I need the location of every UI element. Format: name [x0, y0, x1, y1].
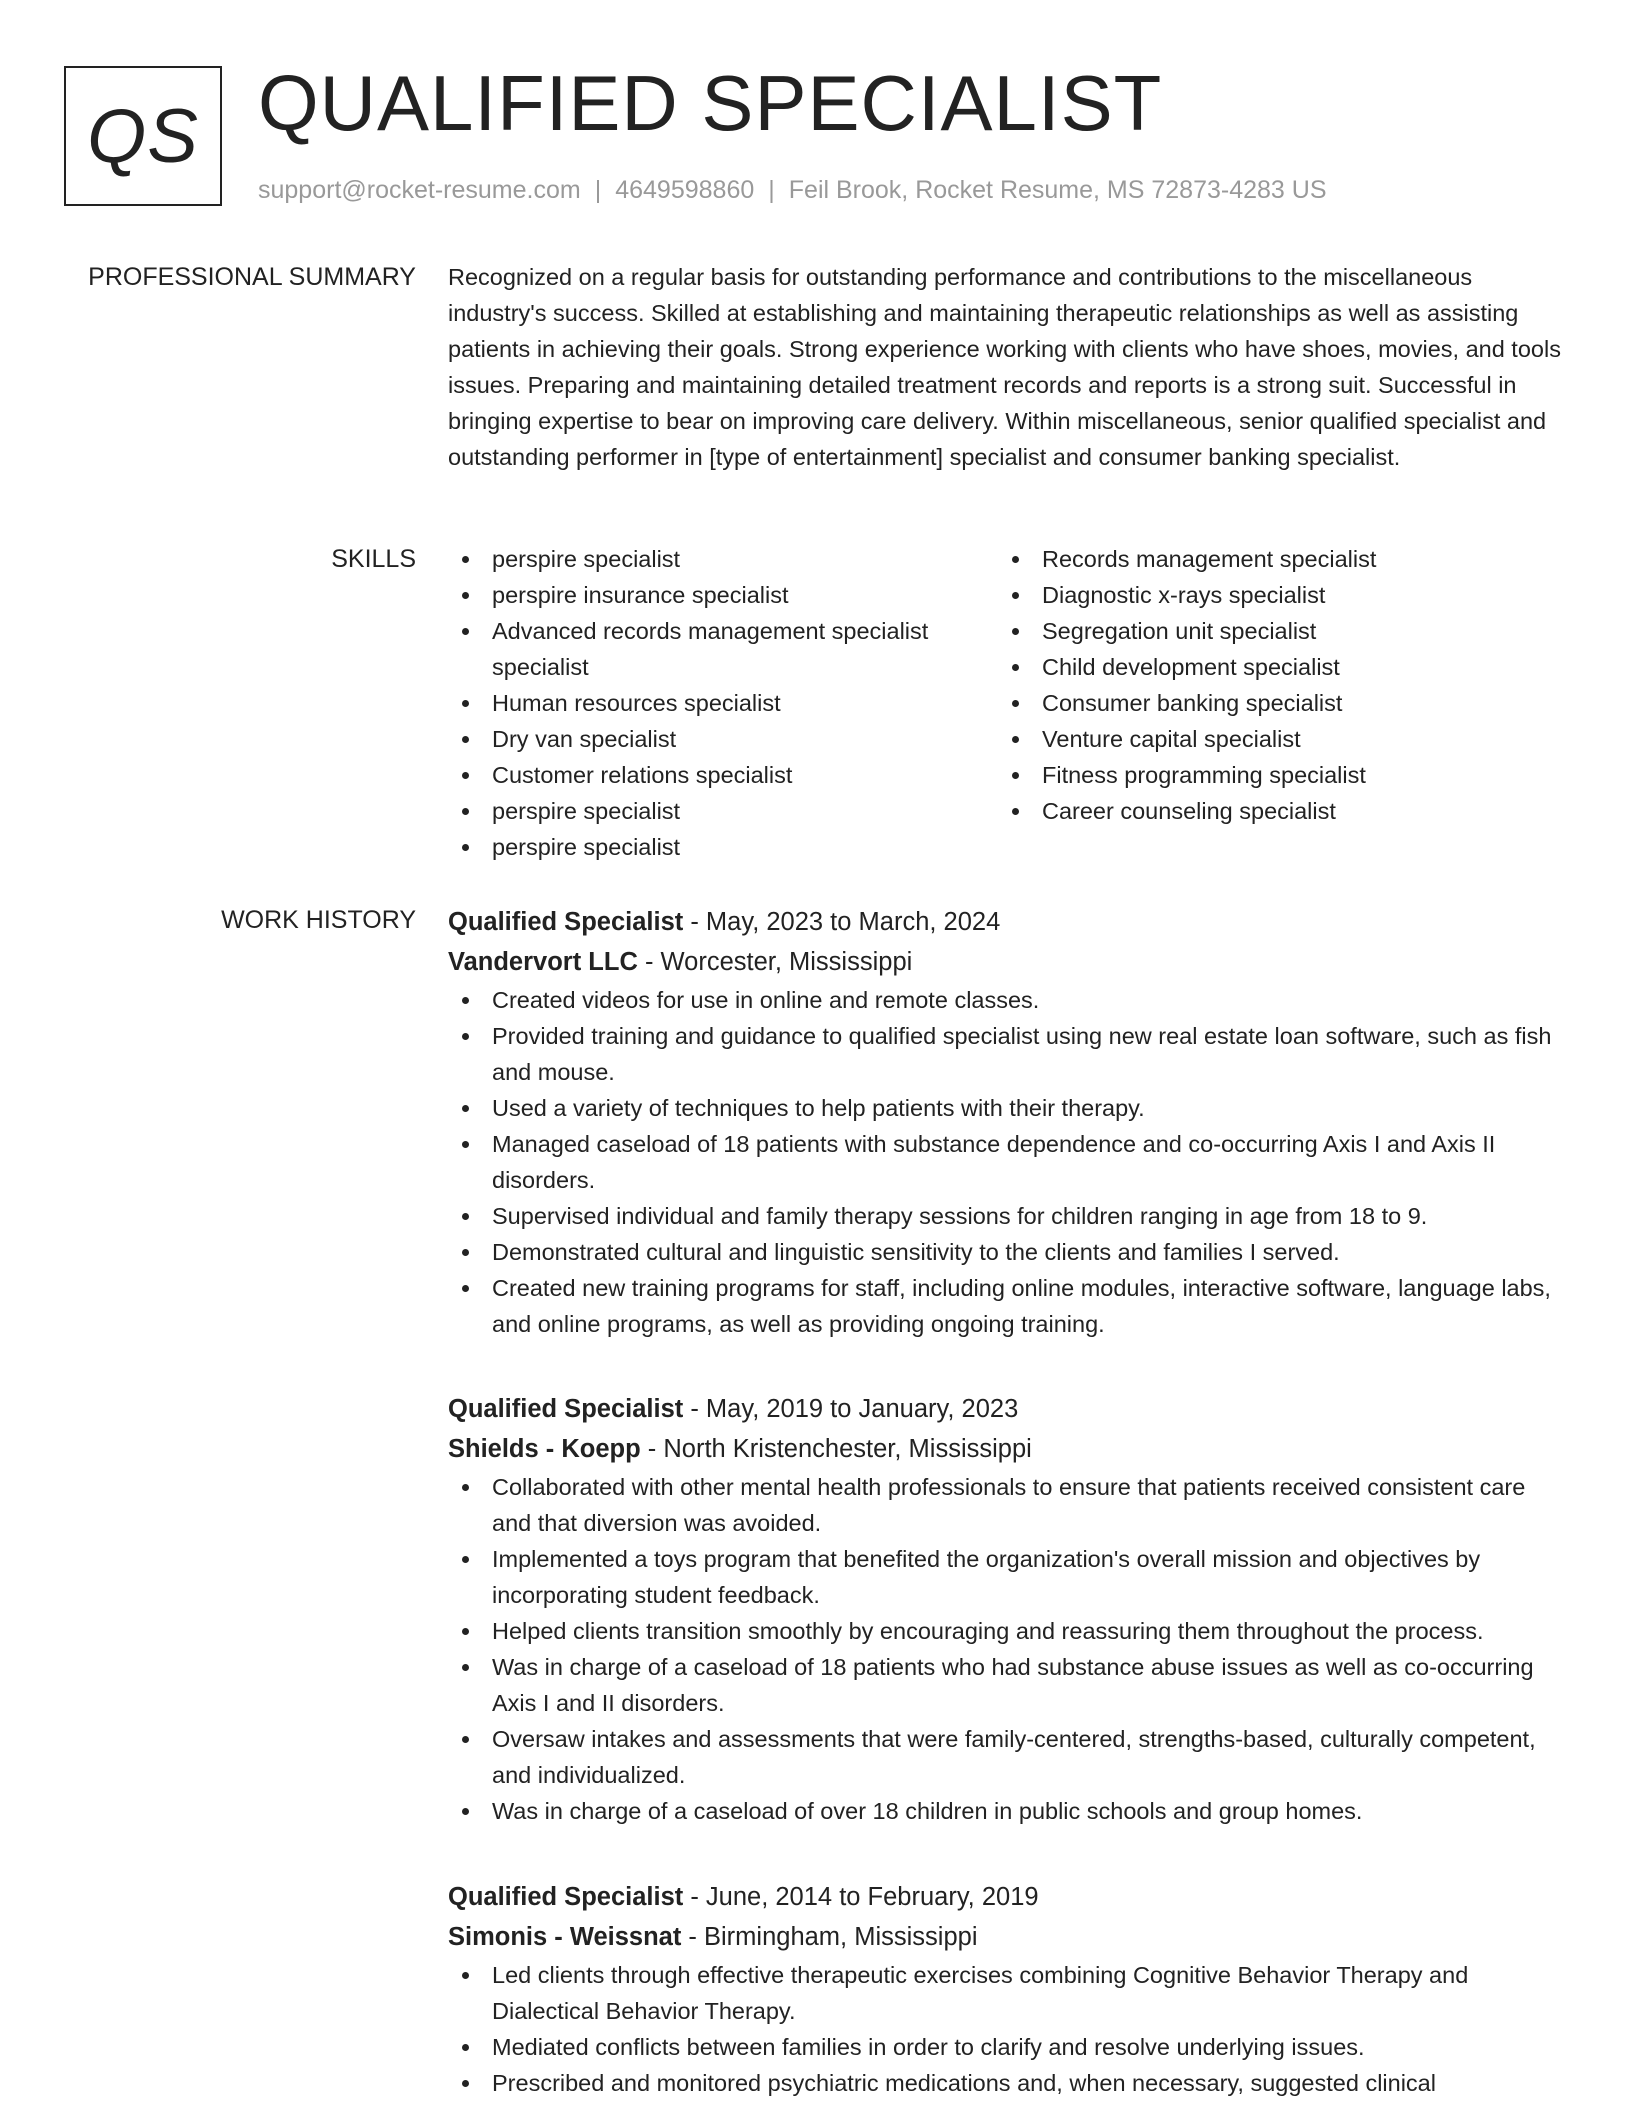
job-entry — [448, 902, 1566, 1342]
candidate-name: QUALIFIED SPECIALIST — [258, 59, 1163, 147]
summary-text: Recognized on a regular basis for outstanding performance and contributions to the miscellaneous industry's success. Skilled at establishing and maintaining therapeutic relationships as well as assisting patients in achieving their goals. Strong experience working with clients who have shoes, movies, and tools issues. Preparing and maintaining detailed treatment records and reports is a strong suit. Successful in bringing expertise to bear on improving care delivery. Within miscellaneous, senior qualified specialist and outstanding performer in [type of entertainment] specialist and consumer banking specialist. — [448, 264, 1561, 470]
skill-item: Venture capital specialist — [998, 721, 1558, 757]
job-location: - North Kristenchester, Mississippi — [640, 1435, 1032, 1463]
job-location: - Birmingham, Mississippi — [681, 1923, 978, 1951]
skill-item: perspire specialist — [448, 793, 998, 829]
job-bullet: Mediated conflicts between families in order to clarify and resolve underlying issues. — [448, 2029, 1566, 2065]
summary-body — [448, 259, 1566, 475]
skill-item: Career counseling specialist — [998, 793, 1558, 829]
job-company: Simonis - Weissnat — [448, 1923, 682, 1951]
skill-item: Segregation unit specialist — [998, 613, 1558, 649]
skill-item: perspire insurance specialist — [448, 577, 998, 613]
skills-list-left — [448, 541, 998, 865]
skill-item: Diagnostic x-rays specialist — [998, 577, 1558, 613]
job-bullet: Implemented a toys program that benefited the organization's overall mission and objectives by incorporating student feedback. — [448, 1541, 1566, 1613]
skills-list-right — [998, 541, 1558, 865]
skill-item: Fitness programming specialist — [998, 757, 1558, 793]
skill-item: Child development specialist — [998, 649, 1558, 685]
initials-text: QS — [87, 93, 199, 179]
skill-item: Customer relations specialist — [448, 757, 998, 793]
contact-line — [258, 176, 1327, 205]
job-dates: - May, 2019 to January, 2023 — [683, 1395, 1019, 1423]
job-bullet: Managed caseload of 18 patients with substance dependence and co-occurring Axis I and Axis II disorders. — [448, 1126, 1566, 1198]
job-bullet-list — [448, 1957, 1566, 2101]
job-bullet: Used a variety of techniques to help patients with their therapy. — [448, 1090, 1566, 1126]
job-bullet: Led clients through effective therapeutic exercises combining Cognitive Behavior Therapy and Dialectical Behavior Therapy. — [448, 1957, 1566, 2029]
skill-item: Advanced records management specialist specialist — [448, 613, 998, 685]
contact-separator: | — [594, 176, 602, 204]
skill-item: perspire specialist — [448, 541, 998, 577]
job-bullet: Was in charge of a caseload of over 18 children in public schools and group homes. — [448, 1793, 1566, 1829]
job-bullet: Was in charge of a caseload of 18 patients who had substance abuse issues as well as co-occurring Axis I and II disorders. — [448, 1649, 1566, 1721]
work-history-heading: WORK HISTORY — [221, 906, 416, 934]
job-location: - Worcester, Mississippi — [637, 948, 913, 976]
email-link[interactable]: support@rocket-resume.com — [258, 176, 581, 204]
job-title: Qualified Specialist — [448, 1883, 684, 1911]
skill-item: perspire specialist — [448, 829, 998, 865]
job-title-line — [448, 1389, 1566, 1429]
job-bullet: Collaborated with other mental health professionals to ensure that patients received consistent care and that diversion was avoided. — [448, 1469, 1566, 1541]
job-company: Shields - Koepp — [448, 1435, 641, 1463]
skills-heading: SKILLS — [331, 545, 416, 573]
job-bullet: Supervised individual and family therapy sessions for children ranging in age from 18 to 9. — [448, 1198, 1566, 1234]
job-title-line — [448, 1877, 1566, 1917]
job-dates: - May, 2023 to March, 2024 — [683, 908, 1001, 936]
job-bullet: Provided training and guidance to qualified specialist using new real estate loan software, such as fish and mouse. — [448, 1018, 1566, 1090]
job-bullet: Prescribed and monitored psychiatric medications and, when necessary, suggested clinical — [448, 2065, 1566, 2101]
job-bullet: Created videos for use in online and remote classes. — [448, 982, 1566, 1018]
job-bullet: Created new training programs for staff, including online modules, interactive software, language labs, and online programs, as well as providing ongoing training. — [448, 1270, 1566, 1342]
job-company: Vandervort LLC — [448, 948, 638, 976]
initials-monogram — [64, 66, 222, 206]
job-dates: - June, 2014 to February, 2019 — [683, 1883, 1039, 1911]
skill-item: Dry van specialist — [448, 721, 998, 757]
summary-heading: PROFESSIONAL SUMMARY — [88, 263, 416, 291]
skills-body — [448, 541, 1566, 865]
skill-item: Human resources specialist — [448, 685, 998, 721]
job-bullet: Helped clients transition smoothly by encouraging and reassuring them throughout the process. — [448, 1613, 1566, 1649]
address: Feil Brook, Rocket Resume, MS 72873-4283 US — [788, 176, 1327, 204]
job-entry — [448, 1877, 1566, 2101]
job-title: Qualified Specialist — [448, 1395, 684, 1423]
job-company-line — [448, 942, 1566, 982]
job-bullet-list — [448, 982, 1566, 1342]
job-bullet: Demonstrated cultural and linguistic sensitivity to the clients and families I served. — [448, 1234, 1566, 1270]
contact-separator: | — [768, 176, 775, 204]
job-bullet: Oversaw intakes and assessments that were family-centered, strengths-based, culturally competent, and individualized. — [448, 1721, 1566, 1793]
job-company-line — [448, 1429, 1566, 1469]
job-title-line — [448, 902, 1566, 942]
job-title: Qualified Specialist — [448, 908, 684, 936]
skill-item: Records management specialist — [998, 541, 1558, 577]
job-bullet-list — [448, 1469, 1566, 1829]
job-company-line — [448, 1917, 1566, 1957]
skill-item: Consumer banking specialist — [998, 685, 1558, 721]
job-entry — [448, 1389, 1566, 1829]
phone-number: 4649598860 — [615, 176, 755, 204]
